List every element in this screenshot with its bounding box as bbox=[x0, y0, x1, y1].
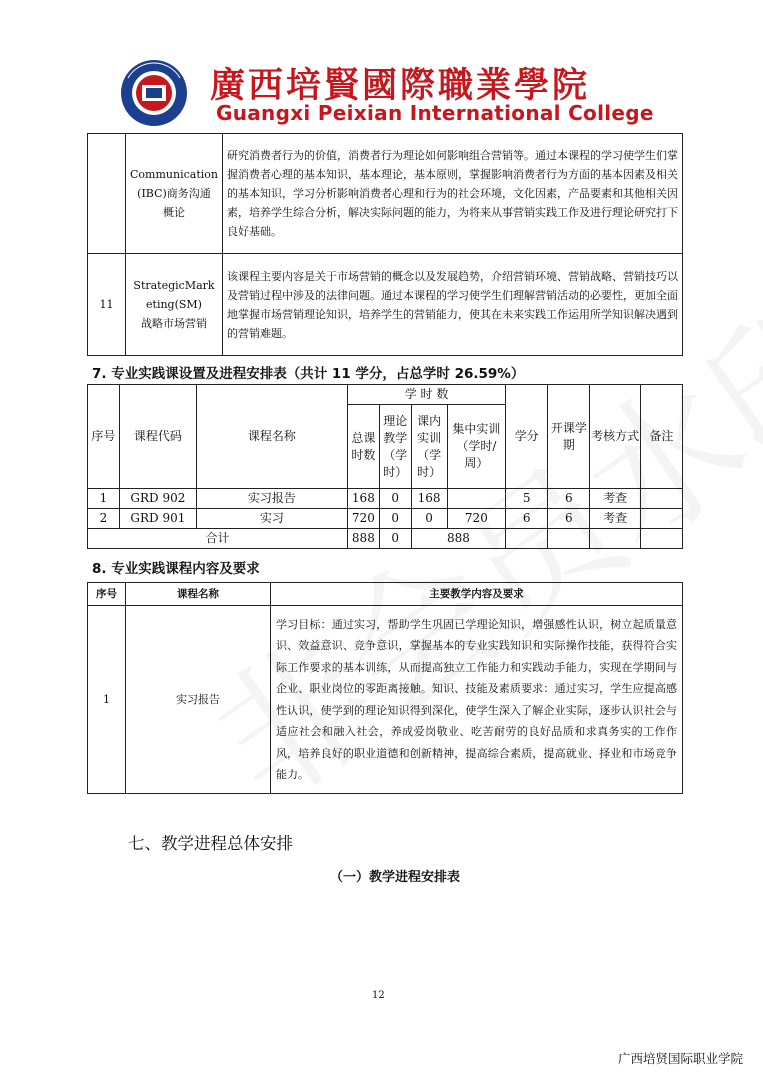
header-credit: 学分 bbox=[506, 385, 548, 489]
header-no: 序号 bbox=[88, 385, 120, 489]
row-number: 1 bbox=[88, 606, 126, 794]
section-7-title: 7. 专业实践课设置及进程安排表（共计 11 学分，占总学时 26.59%） bbox=[92, 366, 525, 382]
cell: GRD 902 bbox=[119, 489, 196, 509]
cell: 实习 bbox=[196, 509, 347, 529]
total-row bbox=[88, 529, 683, 549]
cell: 168 bbox=[411, 489, 447, 509]
cell bbox=[640, 529, 682, 549]
cell: 6 bbox=[506, 509, 548, 529]
cell bbox=[640, 509, 682, 529]
cell: 0 bbox=[379, 489, 411, 509]
practice-course-content-table bbox=[87, 582, 683, 794]
header-concentrated-hours: 集中实训（学时/周） bbox=[447, 405, 506, 489]
header-name: 课程名称 bbox=[126, 583, 271, 606]
table-row bbox=[88, 509, 683, 529]
table-row bbox=[88, 134, 683, 254]
cell: 6 bbox=[548, 489, 590, 509]
cell: 考查 bbox=[590, 489, 640, 509]
cell: 1 bbox=[88, 489, 120, 509]
cell: 168 bbox=[347, 489, 379, 509]
header-hours-group: 学 时 数 bbox=[347, 385, 505, 405]
college-name-cn: 廣西培賢國際職業學院 bbox=[210, 65, 591, 106]
header-content: 主要教学内容及要求 bbox=[271, 583, 683, 606]
course-description: 该课程主要内容是关于市场营销的概念以及发展趋势，介绍营销环境、营销战略、营销技巧以及营销过程中涉及的法律问题。通过本课程的学习使学生们理解营销活动的必要性，更加全面地掌握市场营销理论知识，培养学生的营销能力，使其在未来实践工作运用所学知识解决遇到的营销难题。 bbox=[223, 254, 683, 356]
cell: 实习报告 bbox=[196, 489, 347, 509]
header-remark: 备注 bbox=[640, 385, 682, 489]
cell: 0 bbox=[379, 529, 411, 549]
course-description-table bbox=[87, 133, 683, 356]
course-name: StrategicMark eting(SM) 战略市场营销 bbox=[126, 254, 223, 356]
cell: 888 bbox=[347, 529, 379, 549]
cell: 888 bbox=[411, 529, 506, 549]
header-total-hours: 总课时数 bbox=[347, 405, 379, 489]
footer-college-name: 广西培贤国际职业学院 bbox=[618, 1051, 744, 1066]
course-name: Communication (IBC)商务沟通 概论 bbox=[126, 134, 223, 254]
course-content: 学习目标：通过实习，帮助学生巩固已学理论知识，增强感性认识，树立起质量意识、效益意识、竞争意识，掌握基本的专业实践知识和实际操作技能，获得符合实际工作要求的基本训练，从而提高独立工作能力和实践动手能力，实现在学期间与企业、职业岗位的零距离接触。知识、技能及素质要求：通过实习，学生应提高感性认识，使学到的理论知识得到深化，使学生深入了解企业实际，逐步认识社会与适应社会和融入社会，养成爱岗敬业、吃苦耐劳的良好品质和求真务实的工作作风，培养良好的职业道德和创新精神，提高综合素质，提高就业、择业和市场竞争能力。 bbox=[271, 606, 683, 794]
header-theory-hours: 理论教学（学时） bbox=[379, 405, 411, 489]
cell: 720 bbox=[347, 509, 379, 529]
cell: 5 bbox=[506, 489, 548, 509]
cell bbox=[548, 529, 590, 549]
cell: GRD 901 bbox=[119, 509, 196, 529]
cell bbox=[590, 529, 640, 549]
page-number: 12 bbox=[372, 990, 385, 1001]
course-name: 实习报告 bbox=[126, 606, 271, 794]
table-row bbox=[88, 489, 683, 509]
cell: 0 bbox=[379, 509, 411, 529]
row-number bbox=[88, 134, 126, 254]
cell bbox=[506, 529, 548, 549]
header-code: 课程代码 bbox=[119, 385, 196, 489]
course-description: 研究消费者行为的价值，消费者行为理论如何影响组合营销等。通过本课程的学习使学生们掌握消费者心理的基本知识，基本理论，基本原则，掌握影响消费者行为方面的基本因素及相关的基本知识，学习分析影响消费者心理和行为的社会环境，文化因素，产品要素和其他相关因素，培养学生综合分析，解决实际问题的能力，为将来从事营销实践工作及进行理论研究打下良好基础。 bbox=[223, 134, 683, 254]
table-row bbox=[88, 254, 683, 356]
college-logo-icon bbox=[112, 58, 196, 128]
header-no: 序号 bbox=[88, 583, 126, 606]
cell: 720 bbox=[447, 509, 506, 529]
chapter-heading: 七、教学进程总体安排 bbox=[128, 834, 293, 853]
chapter-subheading: （一）教学进程安排表 bbox=[330, 870, 461, 885]
header-inclass-hours: 课内实训（学时） bbox=[411, 405, 447, 489]
cell: 6 bbox=[548, 509, 590, 529]
header-assessment: 考核方式 bbox=[590, 385, 640, 489]
cell bbox=[447, 489, 506, 509]
row-number: 11 bbox=[88, 254, 126, 356]
total-label: 合计 bbox=[88, 529, 348, 549]
table-row bbox=[88, 606, 683, 794]
college-name-en: Guangxi Peixian International College bbox=[216, 101, 654, 125]
cell: 考查 bbox=[590, 509, 640, 529]
cell: 2 bbox=[88, 509, 120, 529]
header-semester: 开课学期 bbox=[548, 385, 590, 489]
header-name: 课程名称 bbox=[196, 385, 347, 489]
practice-course-schedule-table bbox=[87, 384, 683, 549]
cell bbox=[640, 489, 682, 509]
cell: 0 bbox=[411, 509, 447, 529]
section-8-title: 8. 专业实践课程内容及要求 bbox=[92, 561, 260, 577]
